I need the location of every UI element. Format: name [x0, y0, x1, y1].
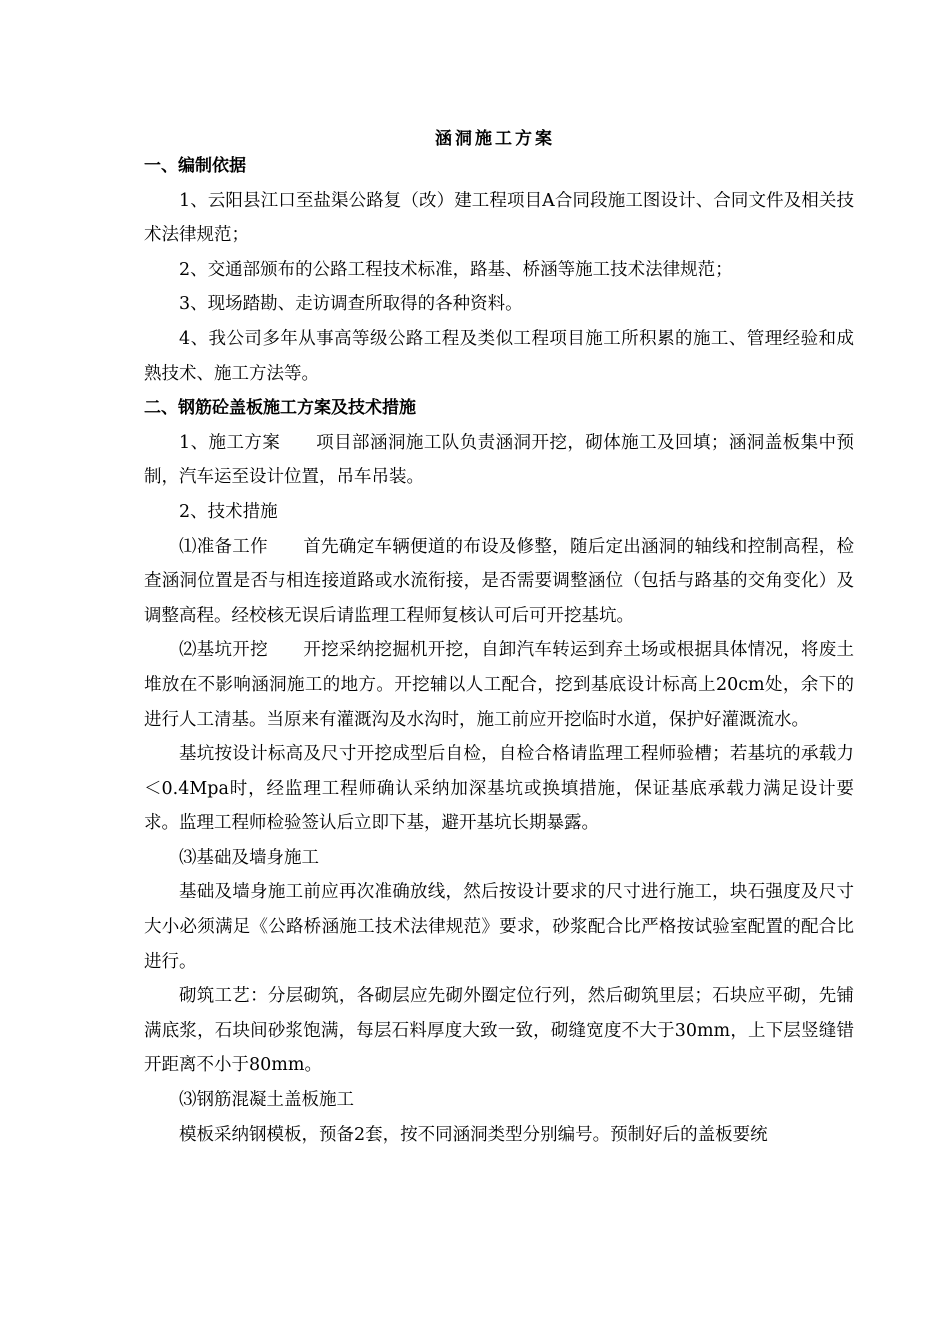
- paragraph: 模板采纳钢模板，预备2套，按不同涵洞类型分别编号。预制好后的盖板要统: [179, 1124, 768, 1145]
- document-title: 涵洞施工方案: [435, 129, 555, 149]
- paragraph: ⑴准备工作 首先确定车辆便道的布设及修整，随后定出涵洞的轴线和控制高程，检查涵洞位置是否与相连接道路或水流衔接，是否需要调整涵位（包括与路基的交角变化）及调整高程。经校核无误后请监理工程师复核认可后可开挖基坑。: [144, 536, 854, 626]
- paragraph: ⑶钢筋混凝土盖板施工: [179, 1090, 354, 1111]
- paragraph: 3、现场踏勘、走访调查所取得的各种资料。: [179, 294, 523, 315]
- paragraph: 4、我公司多年从事高等级公路工程及类似工程项目施工所积累的施工、管理经验和成熟技术、施工方法等。: [144, 328, 854, 384]
- paragraph: 基础及墙身施工前应再次准确放线，然后按设计要求的尺寸进行施工，块石强度及尺寸大小必须满足《公路桥涵施工技术法律规范》要求，砂浆配合比严格按试验室配置的配合比进行。: [144, 882, 854, 972]
- paragraph: 砌筑工艺：分层砌筑，各砌层应先砌外圈定位行列，然后砌筑里层；石块应平砌，先铺满底浆，石块间砂浆饱满，每层石料厚度大致一致，砌缝宽度不大于30mm，上下层竖缝错开距离不小于80mm。: [144, 986, 854, 1076]
- paragraph: 1、云阳县江口至盐渠公路复（改）建工程项目A合同段施工图设计、合同文件及相关技术法律规范；: [144, 190, 854, 246]
- paragraph: 2、技术措施: [179, 501, 278, 522]
- section-heading: 一、编制依据: [144, 156, 246, 176]
- section-heading: 二、钢筋砼盖板施工方案及技术措施: [144, 398, 416, 419]
- paragraph: 1、施工方案 项目部涵洞施工队负责涵洞开挖，砌体施工及回填；涵洞盖板集中预制，汽车运至设计位置，吊车吊装。: [144, 432, 854, 488]
- paragraph: ⑶基础及墙身施工: [179, 847, 319, 868]
- paragraph: 2、交通部颁布的公路工程技术标准，路基、桥涵等施工技术法律规范；: [179, 259, 733, 280]
- document-body: [144, 149, 854, 1152]
- paragraph: ⑵基坑开挖 开挖采纳挖掘机开挖，自卸汽车转运到弃土场或根据具体情况，将废土堆放在不影响涵洞施工的地方。开挖辅以人工配合，挖到基底设计标高上20cm处，余下的进行人工清基。当原来有灌溉沟及水沟时，施工前应开挖临时水道，保护好灌溉流水。: [144, 640, 854, 730]
- paragraph: 基坑按设计标高及尺寸开挖成型后自检，自检合格请监理工程师验槽；若基坑的承载力＜0.4Mpa时，经监理工程师确认采纳加深基坑或换填措施，保证基底承载力满足设计要求。监理工程师检验签认后立即下基，避开基坑长期暴露。: [144, 744, 854, 834]
